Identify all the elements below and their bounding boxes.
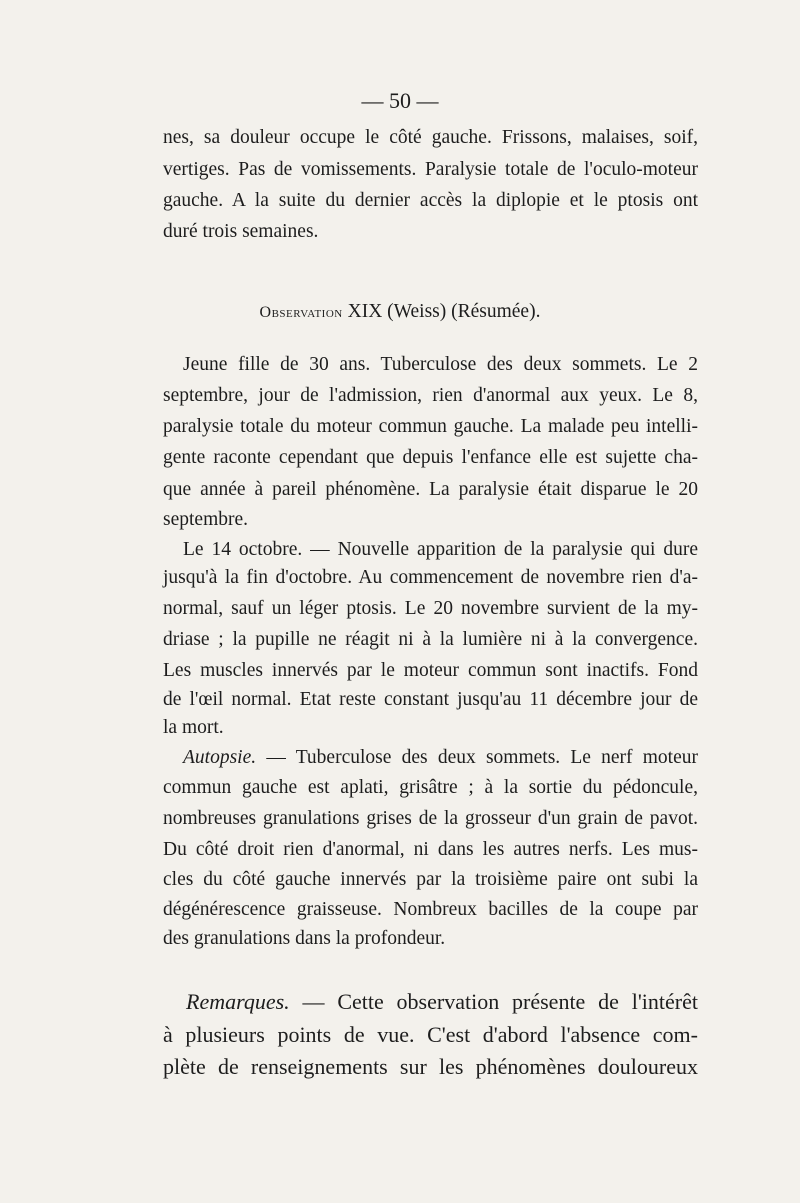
text-line: nes, sa douleur occupe le côté gauche. Frissons, malaises, soif, <box>163 127 698 148</box>
text-line: nombreuses granulations grises de la grosseur d'un grain de pavot. <box>163 808 698 829</box>
text-line: Du côté droit rien d'anormal, ni dans les autres nerfs. Les mus- <box>163 839 698 860</box>
page-number: — 50 — <box>361 88 439 113</box>
text-line: septembre. <box>163 509 249 530</box>
text-line: des granulations dans la profondeur. <box>163 928 446 949</box>
text-line: paralysie totale du moteur commun gauche. La malade peu intelli- <box>163 416 698 437</box>
text-line: Le 14 octobre. — Nouvelle apparition de la paralysie qui dure <box>183 539 698 560</box>
text-line: driase ; la pupille ne réagit ni à la lumière ni à la convergence. <box>163 629 698 650</box>
text-line: septembre, jour de l'admission, rien d'anormal aux yeux. Le 8, <box>163 385 698 406</box>
remarques-first-line <box>186 991 698 1013</box>
text-line: gente raconte cependant que depuis l'enfance elle est sujette cha- <box>163 447 698 468</box>
text-line: normal, sauf un léger ptosis. Le 20 novembre survient de la my- <box>163 598 698 619</box>
text-line: de l'œil normal. Etat reste constant jusqu'au 11 décembre jour de <box>163 689 698 710</box>
text-line: commun gauche est aplati, grisâtre ; à la sortie du pédoncule, <box>163 777 698 798</box>
text-line: à plusieurs points de vue. C'est d'abord l'absence com- <box>163 1022 698 1047</box>
remarques-first-text: — Cette observation présente de l'intérêt <box>289 989 698 1014</box>
text-line: gauche. A la suite du dernier accès la diplopie et le ptosis ont <box>163 190 698 211</box>
autopsie-first-text: — Tuberculose des deux sommets. Le nerf moteur <box>256 747 698 768</box>
text-line: dégénérescence graisseuse. Nombreux bacilles de la coupe par <box>163 899 698 920</box>
text-line: que année à pareil phénomène. La paralysie était disparue le 20 <box>163 479 698 500</box>
observation-title-rest: XIX (Weiss) (Résumée). <box>347 301 541 322</box>
text-line: duré trois semaines. <box>163 221 319 242</box>
observation-heading <box>0 301 800 323</box>
text-line: Les muscles innervés par le moteur commun sont inactifs. Fond <box>163 660 698 681</box>
text-line: vertiges. Pas de vomissements. Paralysie totale de l'oculo-moteur <box>163 159 698 180</box>
text-line: jusqu'à la fin d'octobre. Au commencement de novembre rien d'a- <box>163 567 698 588</box>
remarques-label: Remarques. <box>186 989 290 1014</box>
text-line: plète de renseignements sur les phénomènes douloureux <box>163 1054 698 1079</box>
text-line: cles du côté gauche innervés par la troisième paire ont subi la <box>163 869 698 890</box>
text-line: la mort. <box>163 717 224 738</box>
autopsie-first-line <box>183 748 698 768</box>
text-line: Jeune fille de 30 ans. Tuberculose des deux sommets. Le 2 <box>183 354 698 375</box>
observation-label: Observation <box>259 304 343 321</box>
autopsie-label: Autopsie. <box>183 747 257 768</box>
